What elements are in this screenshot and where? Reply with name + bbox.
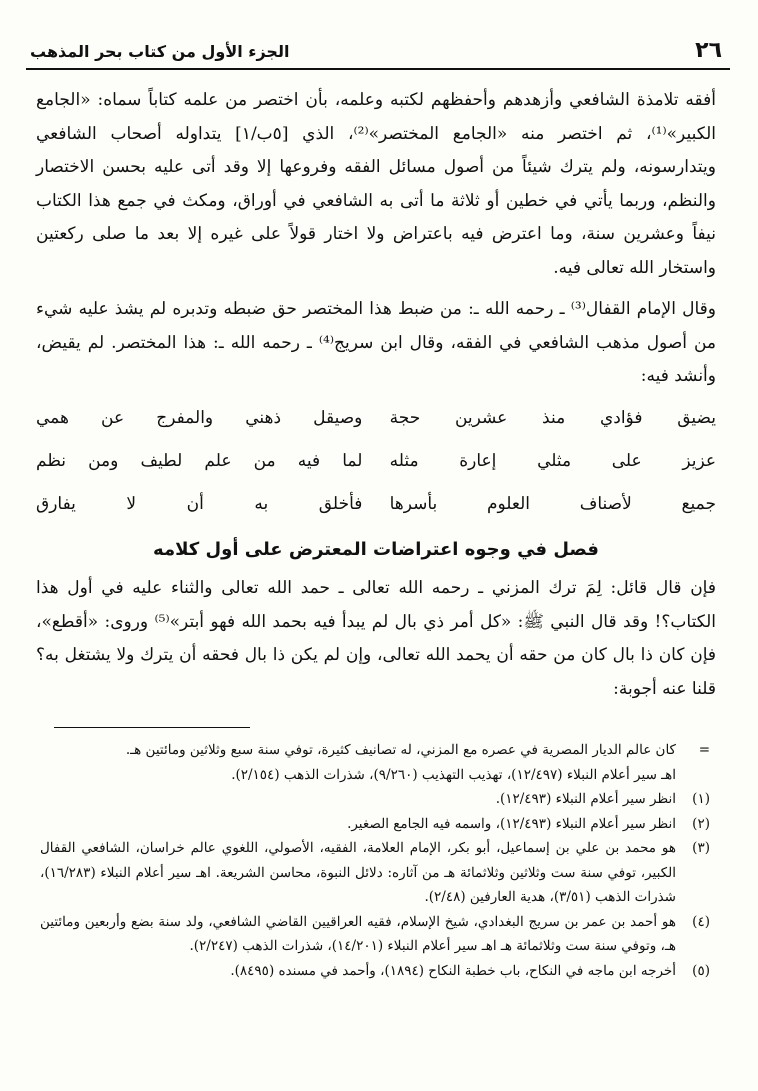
footnote-text: كان عالم الديار المصرية في عصره مع المزني، له تصانيف كثيرة، توفي سنة سبع وثلاثين ومائتين هـ. bbox=[125, 742, 676, 758]
page-number: ٢٦ bbox=[695, 38, 722, 63]
footnote-text: أخرجه ابن ماجه في النكاح، باب خطبة النكاح (١٨٩٤)، وأحمد في مسنده (٨٤٩٥). bbox=[230, 962, 676, 979]
main-text bbox=[36, 84, 716, 706]
section-heading: فصل في وجوه اعتراضات المعترض على أول كلامه bbox=[153, 538, 599, 560]
paragraph: فإن قال قائل: لِمَ ترك المزني ـ رحمه الله تعالى ـ حمد الله تعالى والثناء عليه في أول هذا الكتاب؟! وقد قال النبي ﷺ: «كل أمر ذي بال لم يبدأ فيه بحمد الله فهو أبتر»⁽⁵⁾ وروى: «أقطع»، فإن كان ذا بال كان من حقه أن يحمد الله تعالى، وإن لم يكن ذا بال فحقه أن يترك ولا يشتغل به؟ قلنا عنه أجوبة: bbox=[36, 578, 716, 699]
footnote-text: اهـ سير أعلام النبلاء (١٢/٤٩٧)، تهذيب التهذيب (٩/٢٦٠)، شذرات الذهب (٢/١٥٤). bbox=[231, 766, 676, 783]
paragraph: أفقه تلامذة الشافعي وأزهدهم وأحفظهم لكتبه وعلمه، بأن اختصر من علمه كتاباً سماه: «الجامع الكبير»⁽¹⁾، ثم اختصر منه «الجامع المختصر»⁽²⁾، الذي [٥ب/١] يتداوله أصحاب الشافعي ويتدارسونه، ولم يترك شيئاً من أصول مسائل الفقه وفروعها إلا وقد أتى عليه بحسن الاختصار والنظم، وربما يأتي في خطين أو ثلاثة ما أتى به الشافعي في أوراق، ومكث في جمع هذا الكتاب نيفاً وعشرين سنة، وما اعترض فيه باعتراض ولا اختار قولاً على غيره إلا بعد ما صلى ركعتين واستخار الله تعالى فيه. bbox=[36, 90, 716, 278]
poem-verse bbox=[36, 398, 716, 441]
footnote-text: انظر سير أعلام النبلاء (١٢/٤٩٣)، واسمه فيه الجامع الصغير. bbox=[347, 815, 676, 832]
verse-second-hemistich: لما فيه من علم لطيف ومن نظم bbox=[36, 451, 363, 472]
verse-second-hemistich: فأخلق به أن لا يفارق bbox=[36, 494, 363, 515]
footnote-mark: (٣) bbox=[692, 840, 710, 856]
running-title: الجزء الأول من كتاب بحر المذهب bbox=[30, 42, 290, 61]
footnote-text: انظر سير أعلام النبلاء (١٢/٤٩٣). bbox=[495, 791, 676, 807]
footnote-text: هو محمد بن علي بن إسماعيل، أبو بكر، الإمام العلامة، الفقيه، الأصولي، اللغوي عالم خراسان، الشافعي القفال الكبير، توفي سنة ست وثلاثين وثلاثمائة هـ من آثاره: دلائل النبوة، محاسن الشريعة. اهـ سير أعلام النبلاء (١٦/٢٨٣)، شذرات الذهب (٣/٥١)، هدية العارفين (٢/٤٨). bbox=[40, 840, 676, 905]
footnote-mark: (٢) bbox=[692, 815, 710, 832]
footnote bbox=[40, 959, 710, 984]
footnote bbox=[40, 910, 710, 959]
footnote-text: هو أحمد بن عمر بن سريج البغدادي، شيخ الإسلام، فقيه العراقيين القاضي الشافعي، ولد سنة بضع وأربعين ومائتين هـ، وتوفي سنة ست وثلاثمائة هـ اهـ سير أعلام النبلاء (١٤/٢٠١)، شذرات الذهب (٢/٢٤٧). bbox=[40, 913, 676, 954]
footnote-continuation bbox=[40, 738, 710, 763]
poem bbox=[36, 398, 716, 527]
poem-verse bbox=[36, 484, 716, 527]
footnote-mark: (٤) bbox=[692, 913, 710, 930]
footnote-mark: = bbox=[698, 742, 710, 758]
footnote-mark: (١) bbox=[692, 791, 710, 807]
paragraph: وقال الإمام القفال⁽³⁾ ـ رحمه الله ـ: من ضبط هذا المختصر حق ضبطه وتدبره لم يشذ عليه شيء من أصول مذهب الشافعي في الفقه، وقال ابن سريج⁽⁴⁾ ـ رحمه الله ـ: هذا المختصر. لم يقيض، وأنشد فيه: bbox=[36, 299, 716, 386]
verse-first-hemistich: جميع لأصناف العلوم بأسرها bbox=[389, 494, 716, 515]
footnote bbox=[40, 812, 710, 837]
verse-second-hemistich: وصيقل ذهني والمفرج عن همي bbox=[36, 408, 363, 429]
footnote bbox=[40, 836, 710, 910]
page-header bbox=[26, 38, 730, 70]
footnote bbox=[40, 787, 710, 812]
footnotes bbox=[40, 738, 710, 983]
footnote-mark: (٥) bbox=[692, 962, 710, 979]
verse-first-hemistich: يضيق فؤادي منذ عشرين حجة bbox=[389, 408, 716, 429]
footnote-separator bbox=[54, 727, 250, 728]
verse-first-hemistich: عزيز على مثلي إعارة مثله bbox=[389, 451, 716, 472]
poem-verse bbox=[36, 441, 716, 484]
